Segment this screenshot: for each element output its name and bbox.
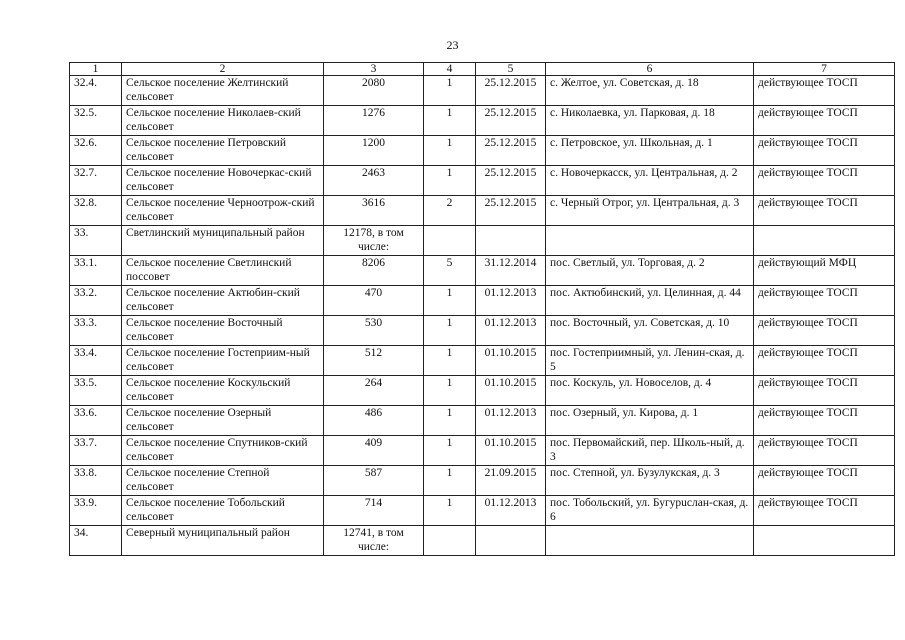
- address-cell: с. Николаевка, ул. Парковая, д. 18: [546, 106, 754, 136]
- table-row: [70, 196, 895, 226]
- settlement-name-cell: Сельское поселение Степной сельсовет: [122, 466, 324, 496]
- row-number-cell: 33.7.: [70, 436, 122, 466]
- opening-date-cell: 21.09.2015: [476, 466, 546, 496]
- status-cell: действующее ТОСП: [754, 346, 895, 376]
- opening-date-cell: 01.10.2015: [476, 436, 546, 466]
- address-cell: пос. Степной, ул. Бузулукская, д. 3: [546, 466, 754, 496]
- row-number-cell: 33.3.: [70, 316, 122, 346]
- table-row: [70, 346, 895, 376]
- opening-date-cell: 31.12.2014: [476, 256, 546, 286]
- opening-date-cell: 01.10.2015: [476, 346, 546, 376]
- settlement-name-cell: Сельское поселение Озерный сельсовет: [122, 406, 324, 436]
- column-header: 1: [70, 63, 122, 76]
- status-cell: действующее ТОСП: [754, 196, 895, 226]
- population-cell: 12741, в том числе:: [324, 526, 424, 556]
- windows-count-cell: 1: [424, 136, 476, 166]
- settlement-name-cell: Сельское поселение Актюбин-ский сельсовет: [122, 286, 324, 316]
- population-cell: 8206: [324, 256, 424, 286]
- status-cell: действующее ТОСП: [754, 286, 895, 316]
- row-number-cell: 32.7.: [70, 166, 122, 196]
- population-cell: 2463: [324, 166, 424, 196]
- population-cell: 714: [324, 496, 424, 526]
- table-row: [70, 76, 895, 106]
- column-header: 2: [122, 63, 324, 76]
- row-number-cell: 33.5.: [70, 376, 122, 406]
- windows-count-cell: 1: [424, 376, 476, 406]
- windows-count-cell: 1: [424, 346, 476, 376]
- opening-date-cell: 01.12.2013: [476, 406, 546, 436]
- status-cell: действующее ТОСП: [754, 466, 895, 496]
- row-number-cell: 33.8.: [70, 466, 122, 496]
- opening-date-cell: [476, 226, 546, 256]
- column-header: 6: [546, 63, 754, 76]
- status-cell: действующее ТОСП: [754, 106, 895, 136]
- settlement-name-cell: Сельское поселение Николаев-ский сельсовет: [122, 106, 324, 136]
- status-cell: действующее ТОСП: [754, 136, 895, 166]
- table-row: [70, 466, 895, 496]
- row-number-cell: 33.: [70, 226, 122, 256]
- table-row: [70, 286, 895, 316]
- windows-count-cell: 1: [424, 496, 476, 526]
- row-number-cell: 33.9.: [70, 496, 122, 526]
- settlement-name-cell: Сельское поселение Восточный сельсовет: [122, 316, 324, 346]
- status-cell: действующее ТОСП: [754, 376, 895, 406]
- status-cell: действующее ТОСП: [754, 496, 895, 526]
- status-cell: [754, 226, 895, 256]
- population-cell: 470: [324, 286, 424, 316]
- population-cell: 264: [324, 376, 424, 406]
- population-cell: 512: [324, 346, 424, 376]
- status-cell: действующее ТОСП: [754, 436, 895, 466]
- column-header: 3: [324, 63, 424, 76]
- opening-date-cell: 25.12.2015: [476, 136, 546, 166]
- windows-count-cell: 1: [424, 466, 476, 496]
- status-cell: [754, 526, 895, 556]
- address-cell: с. Новочеркасск, ул. Центральная, д. 2: [546, 166, 754, 196]
- address-cell: пос. Актюбинский, ул. Целинная, д. 44: [546, 286, 754, 316]
- address-cell: с. Черный Отрог, ул. Центральная, д. 3: [546, 196, 754, 226]
- opening-date-cell: 01.10.2015: [476, 376, 546, 406]
- table-row: [70, 406, 895, 436]
- opening-date-cell: 01.12.2013: [476, 286, 546, 316]
- page-number: 23: [446, 38, 459, 52]
- windows-count-cell: 5: [424, 256, 476, 286]
- table-row: [70, 526, 895, 556]
- table-row: [70, 316, 895, 346]
- row-number-cell: 32.4.: [70, 76, 122, 106]
- settlement-name-cell: Сельское поселение Желтинский сельсовет: [122, 76, 324, 106]
- population-cell: 1200: [324, 136, 424, 166]
- population-cell: 486: [324, 406, 424, 436]
- facilities-table: [69, 62, 895, 556]
- opening-date-cell: [476, 526, 546, 556]
- row-number-cell: 32.5.: [70, 106, 122, 136]
- settlement-name-cell: Сельское поселение Тобольский сельсовет: [122, 496, 324, 526]
- status-cell: действующее ТОСП: [754, 76, 895, 106]
- windows-count-cell: 1: [424, 286, 476, 316]
- column-header: 7: [754, 63, 895, 76]
- windows-count-cell: [424, 526, 476, 556]
- address-cell: пос. Озерный, ул. Кирова, д. 1: [546, 406, 754, 436]
- table-row: [70, 226, 895, 256]
- settlement-name-cell: Сельское поселение Черноотрож-ский сельсовет: [122, 196, 324, 226]
- row-number-cell: 34.: [70, 526, 122, 556]
- windows-count-cell: 1: [424, 76, 476, 106]
- population-cell: 12178, в том числе:: [324, 226, 424, 256]
- windows-count-cell: 1: [424, 406, 476, 436]
- status-cell: действующее ТОСП: [754, 166, 895, 196]
- settlement-name-cell: Сельское поселение Спутников-ский сельсовет: [122, 436, 324, 466]
- table-row: [70, 106, 895, 136]
- settlement-name-cell: Сельское поселение Светлинский поссовет: [122, 256, 324, 286]
- table-row: [70, 436, 895, 466]
- row-number-cell: 33.6.: [70, 406, 122, 436]
- column-header: 4: [424, 63, 476, 76]
- windows-count-cell: 1: [424, 106, 476, 136]
- column-header: 5: [476, 63, 546, 76]
- row-number-cell: 32.8.: [70, 196, 122, 226]
- address-cell: пос. Коскуль, ул. Новоселов, д. 4: [546, 376, 754, 406]
- opening-date-cell: 25.12.2015: [476, 196, 546, 226]
- windows-count-cell: 1: [424, 436, 476, 466]
- row-number-cell: 33.1.: [70, 256, 122, 286]
- address-cell: [546, 226, 754, 256]
- status-cell: действующее ТОСП: [754, 406, 895, 436]
- population-cell: 2080: [324, 76, 424, 106]
- population-cell: 530: [324, 316, 424, 346]
- population-cell: 1276: [324, 106, 424, 136]
- settlement-name-cell: Светлинский муниципальный район: [122, 226, 324, 256]
- address-cell: пос. Восточный, ул. Советская, д. 10: [546, 316, 754, 346]
- windows-count-cell: [424, 226, 476, 256]
- settlement-name-cell: Сельское поселение Коскульский сельсовет: [122, 376, 324, 406]
- table-header-row: [70, 63, 895, 76]
- address-cell: пос. Тобольский, ул. Бугурuслан-ская, д. 6: [546, 496, 754, 526]
- table-row: [70, 496, 895, 526]
- population-cell: 587: [324, 466, 424, 496]
- status-cell: действующий МФЦ: [754, 256, 895, 286]
- opening-date-cell: 25.12.2015: [476, 166, 546, 196]
- settlement-name-cell: Северный муниципальный район: [122, 526, 324, 556]
- row-number-cell: 32.6.: [70, 136, 122, 166]
- status-cell: действующее ТОСП: [754, 316, 895, 346]
- settlement-name-cell: Сельское поселение Новочеркас-ский сельсовет: [122, 166, 324, 196]
- address-cell: пос. Светлый, ул. Торговая, д. 2: [546, 256, 754, 286]
- address-cell: пос. Гостеприимный, ул. Ленин-ская, д. 5: [546, 346, 754, 376]
- address-cell: с. Желтое, ул. Советская, д. 18: [546, 76, 754, 106]
- settlement-name-cell: Сельское поселение Гостеприим-ный сельсовет: [122, 346, 324, 376]
- windows-count-cell: 1: [424, 166, 476, 196]
- settlement-name-cell: Сельское поселение Петровский сельсовет: [122, 136, 324, 166]
- population-cell: 409: [324, 436, 424, 466]
- table-row: [70, 166, 895, 196]
- opening-date-cell: 25.12.2015: [476, 76, 546, 106]
- opening-date-cell: 01.12.2013: [476, 316, 546, 346]
- row-number-cell: 33.4.: [70, 346, 122, 376]
- opening-date-cell: 01.12.2013: [476, 496, 546, 526]
- address-cell: пос. Первомайский, пер. Школь-ный, д. 3: [546, 436, 754, 466]
- address-cell: [546, 526, 754, 556]
- opening-date-cell: 25.12.2015: [476, 106, 546, 136]
- windows-count-cell: 2: [424, 196, 476, 226]
- population-cell: 3616: [324, 196, 424, 226]
- table-row: [70, 256, 895, 286]
- address-cell: с. Петровское, ул. Школьная, д. 1: [546, 136, 754, 166]
- table-row: [70, 136, 895, 166]
- table-row: [70, 376, 895, 406]
- row-number-cell: 33.2.: [70, 286, 122, 316]
- windows-count-cell: 1: [424, 316, 476, 346]
